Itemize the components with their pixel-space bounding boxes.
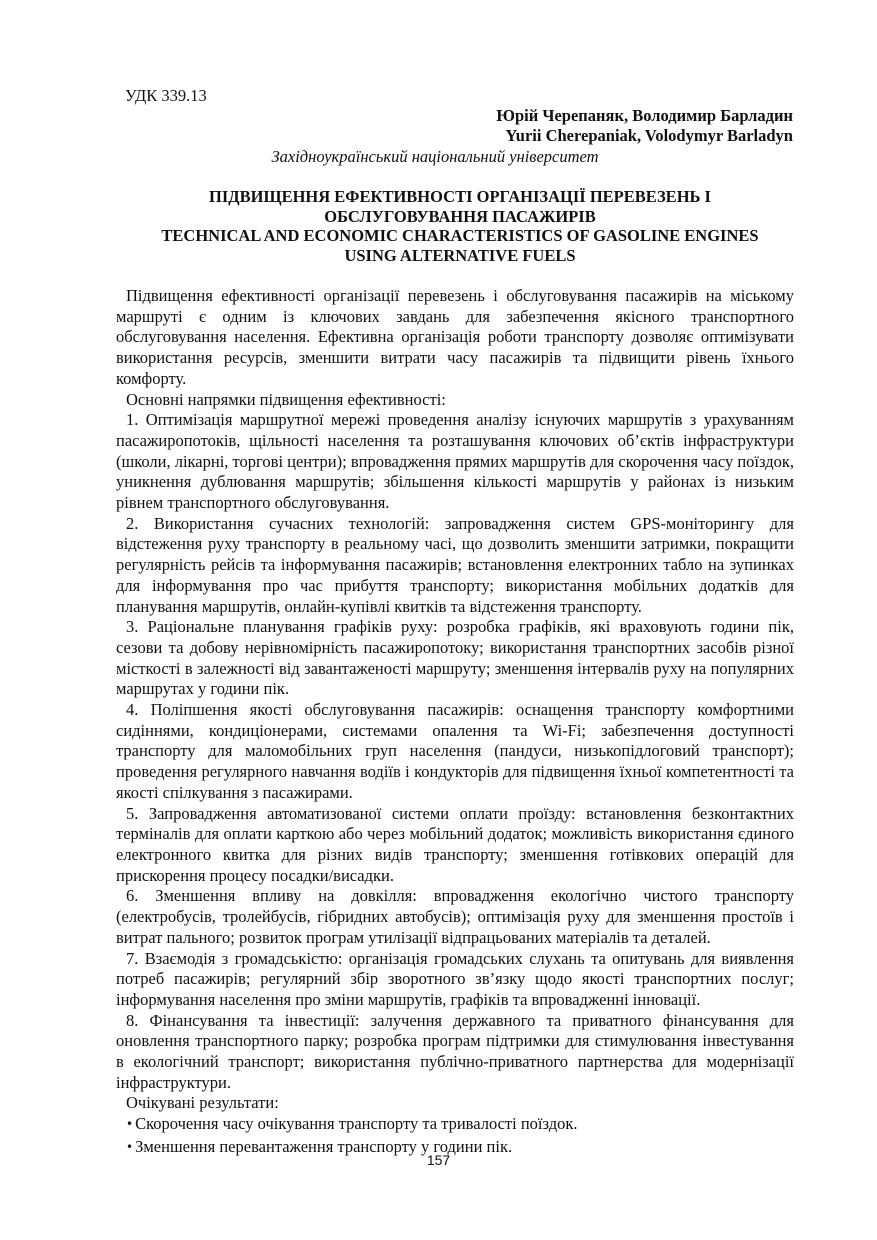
direction-item-7: 7. Взаємодія з громадськістю: організація громадських слухань та опитувань для виявлення потреб пасажирів; регулярний збір зворотного зв’язку щодо якості транспортних послуг; інформування населення про зміни маршрутів, графіків та впровадженні інновації.: [116, 948, 794, 1009]
list-item: [116, 1114, 794, 1136]
title-en-line-2: USING ALTERNATIVE FUELS: [344, 245, 576, 265]
results-heading: Очікувані результати:: [126, 1093, 279, 1113]
direction-item-8: 8. Фінансування та інвестиції: залучення державного та приватного фінансування для оновлення транспортного парку; розробка програм підтримки для стимулювання інвестування в екологічний транспорт; використання публічно-приватного партнерства для модернізації інфраструктури.: [116, 1010, 794, 1092]
authors-english: Yurii Cherepaniak, Volodymyr Barladyn: [505, 126, 793, 145]
result-bullet-1: Скорочення часу очікування транспорту та тривалості поїздок.: [135, 1114, 578, 1134]
bullet-icon: •: [126, 1139, 134, 1154]
bullet-icon: •: [126, 1117, 134, 1132]
title-uk-line-2: ОБСЛУГОВУВАННЯ ПАСАЖИРІВ: [324, 206, 596, 226]
body-text: [116, 286, 794, 1160]
page-number: 157: [426, 1152, 451, 1168]
direction-item-3: 3. Раціональне планування графіків руху: розробка графіків, які враховують години пік, сезови та добову нерівномірність пасажиропотоку; використання транспортних засобів різної місткості в залежності від завантаженості маршруту; зменшення інтервалів руху на популярних маршрутах у години пік.: [116, 617, 794, 699]
directions-heading: Основні напрямки підвищення ефективності:: [126, 389, 446, 409]
result-bullet-2: Зменшення перевантаження транспорту у години пік.: [135, 1136, 513, 1156]
title-en-line-1: TECHNICAL AND ECONOMIC CHARACTERISTICS OF GASOLINE ENGINES: [161, 226, 759, 246]
title-uk-line-1: ПІДВИЩЕННЯ ЕФЕКТИВНОСТІ ОРГАНІЗАЦІЇ ПЕРЕВЕЗЕНЬ І: [209, 187, 711, 206]
direction-item-4: 4. Поліпшення якості обслуговування пасажирів: оснащення транспорту комфортними сидіннями, кондиціонерами, системами опалення та Wi-Fi; забезпечення доступності транспорту для маломобільних груп населення (пандуси, низькопідлоговий транспорт); проведення регулярного навчання водіїв і кондукторів для підвищення їхньої компетентності та якості спілкування з пасажирами.: [116, 700, 794, 802]
udk-code: УДК 339.13: [125, 86, 207, 105]
intro-paragraph: Підвищення ефективності організації перевезень і обслуговування пасажирів на міському маршруті є одним із ключових завдань для забезпечення якісного транспортного обслуговування населення. Ефективна організація роботи транспорту дозволяє оптимізувати використання ресурсів, зменшити витрати часу пасажирів та підвищити рівень їхнього комфорту.: [116, 286, 794, 388]
direction-item-1: 1. Оптимізація маршрутної мережі проведення аналізу існуючих маршрутів з урахуванням пасажиропотоків, щільності населення та розташування ключових об’єктів інфраструктури (школи, лікарні, торгові центри); впровадження прямих маршрутів для скорочення часу поїздок, уникнення дублювання маршрутів; збільшення кількості маршрутів у районах із низьким рівнем транспортного обслуговування.: [116, 410, 794, 513]
authors-ukrainian: Юрій Черепаняк, Володимир Барладин: [496, 106, 793, 125]
direction-item-2: 2. Використання сучасних технологій: запровадження систем GPS-моніторингу для відстеження руху транспорту в реальному часі, що дозволить зменшити затримки, покращити регулярність рейсів та інформування пасажирів; встановлення електронних табло на зупинках для інформування про час прибуття транспорту; використання мобільних додатків для планування маршрутів, онлайн-купівлі квитків та відстеження транспорту.: [116, 513, 794, 616]
direction-item-5: 5. Запровадження автоматизованої системи оплати проїзду: встановлення безконтактних терміналів для оплати карткою або через мобільний додаток; можливість використання єдиного електронного квитка для різних видів транспорту; зменшення готівкових операцій для прискорення процесу посадки/висадки.: [116, 803, 794, 885]
direction-item-6: 6. Зменшення впливу на довкілля: впровадження екологічно чистого транспорту (електробусів, тролейбусів, гібридних автобусів); оптимізація руху для зменшення простоїв і витрат пального; розвиток програм утилізації відпрацьованих матеріалів та деталей.: [116, 886, 794, 947]
affiliation: Західноукраїнський національний університет: [271, 147, 599, 166]
paper-title: [110, 187, 810, 265]
